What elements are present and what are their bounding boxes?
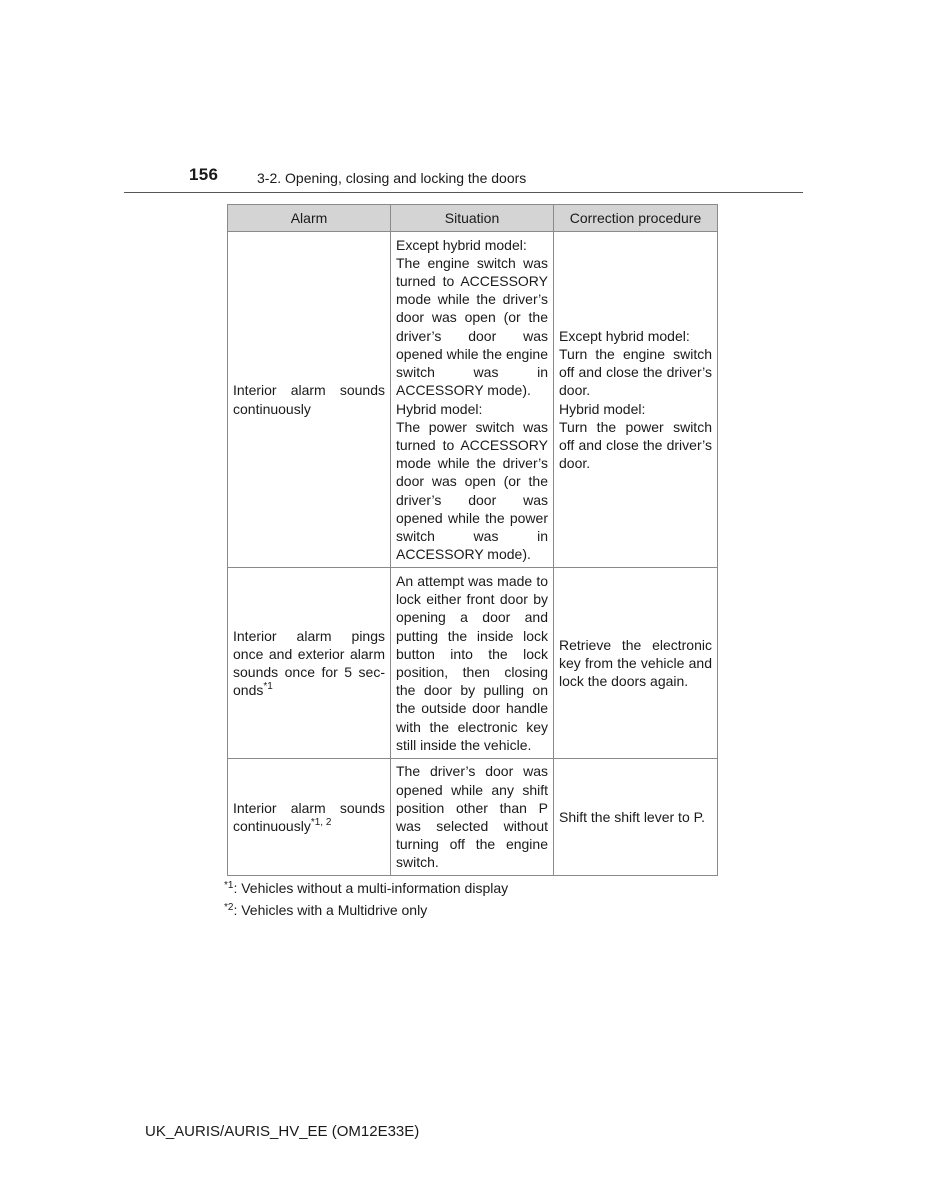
alarm-cell [228,759,391,876]
situation-line: Hybrid model: [396,400,483,417]
footnote-text: : Vehicles with a Multidrive only [233,902,428,918]
correction-cell [554,759,718,876]
footnotes [224,880,508,924]
situation-line: The engine switch was turned to ACCESSORY mode while the driver’s door was open (or the driver’s door was opened while the engine switch was in ACCESSORY mode). [396,254,548,399]
column-header-correction: Correction procedure [554,205,718,232]
situation-line: Except hybrid model: [396,236,527,253]
correction-line: Hybrid model: [559,400,646,417]
table-row [228,232,718,568]
table-row [228,759,718,876]
footnote-text: : Vehicles without a multi-information display [233,880,509,896]
alarm-text: Interior alarm sounds continuously [233,382,385,417]
situation-line: The power switch was turned to ACCESSORY mode while the driver’s door was open (or the driver’s door was opened while the power switch was in ACCESSORY mode). [396,418,548,563]
correction-cell [554,232,718,568]
correction-line: Except hybrid model: [559,327,690,344]
correction-line: Turn the engine switch off and close the driver’s door. [559,345,712,399]
footnote [224,902,508,918]
document-code: UK_AURIS/AURIS_HV_EE (OM12E33E) [145,1123,420,1140]
correction-line: Retrieve the electronic key from the vehicle and lock the doors again. [559,636,712,690]
situation-cell [391,568,554,759]
correction-line: Shift the shift lever to P. [559,808,706,825]
page-header [0,0,927,200]
alarm-cell [228,568,391,759]
correction-cell [554,568,718,759]
situation-line: The driver’s door was opened while any shift position other than P was selected without turning off the engine switch. [396,763,548,871]
alarm-table [227,204,718,876]
table-row [228,568,718,759]
section-title: 3-2. Opening, closing and locking the doors [257,170,527,186]
footnote [224,880,508,896]
footnote-ref: *1, 2 [310,817,332,828]
table-header-row [228,205,718,232]
alarm-cell [228,232,391,568]
footnote-mark: *2 [224,902,234,913]
header-divider [124,192,803,193]
alarm-text: Interior alarm pings once and exterior alarm sounds once for 5 sec-onds [233,627,385,699]
column-header-alarm: Alarm [228,205,391,232]
column-header-situation: Situation [391,205,554,232]
page-number: 156 [189,165,219,184]
footnote-mark: *1 [224,880,234,891]
alarm-text: Interior alarm sounds continuously [233,799,385,834]
footnote-ref: *1 [263,681,273,693]
situation-line: An attempt was made to lock either front door by opening a door and putting the inside lock button into the lock position, then closing the door by pulling on the outside door handle with the electronic key still inside the vehicle. [396,572,548,753]
situation-cell [391,759,554,876]
situation-cell [391,232,554,568]
correction-line: Turn the power switch off and close the driver’s door. [559,418,712,472]
